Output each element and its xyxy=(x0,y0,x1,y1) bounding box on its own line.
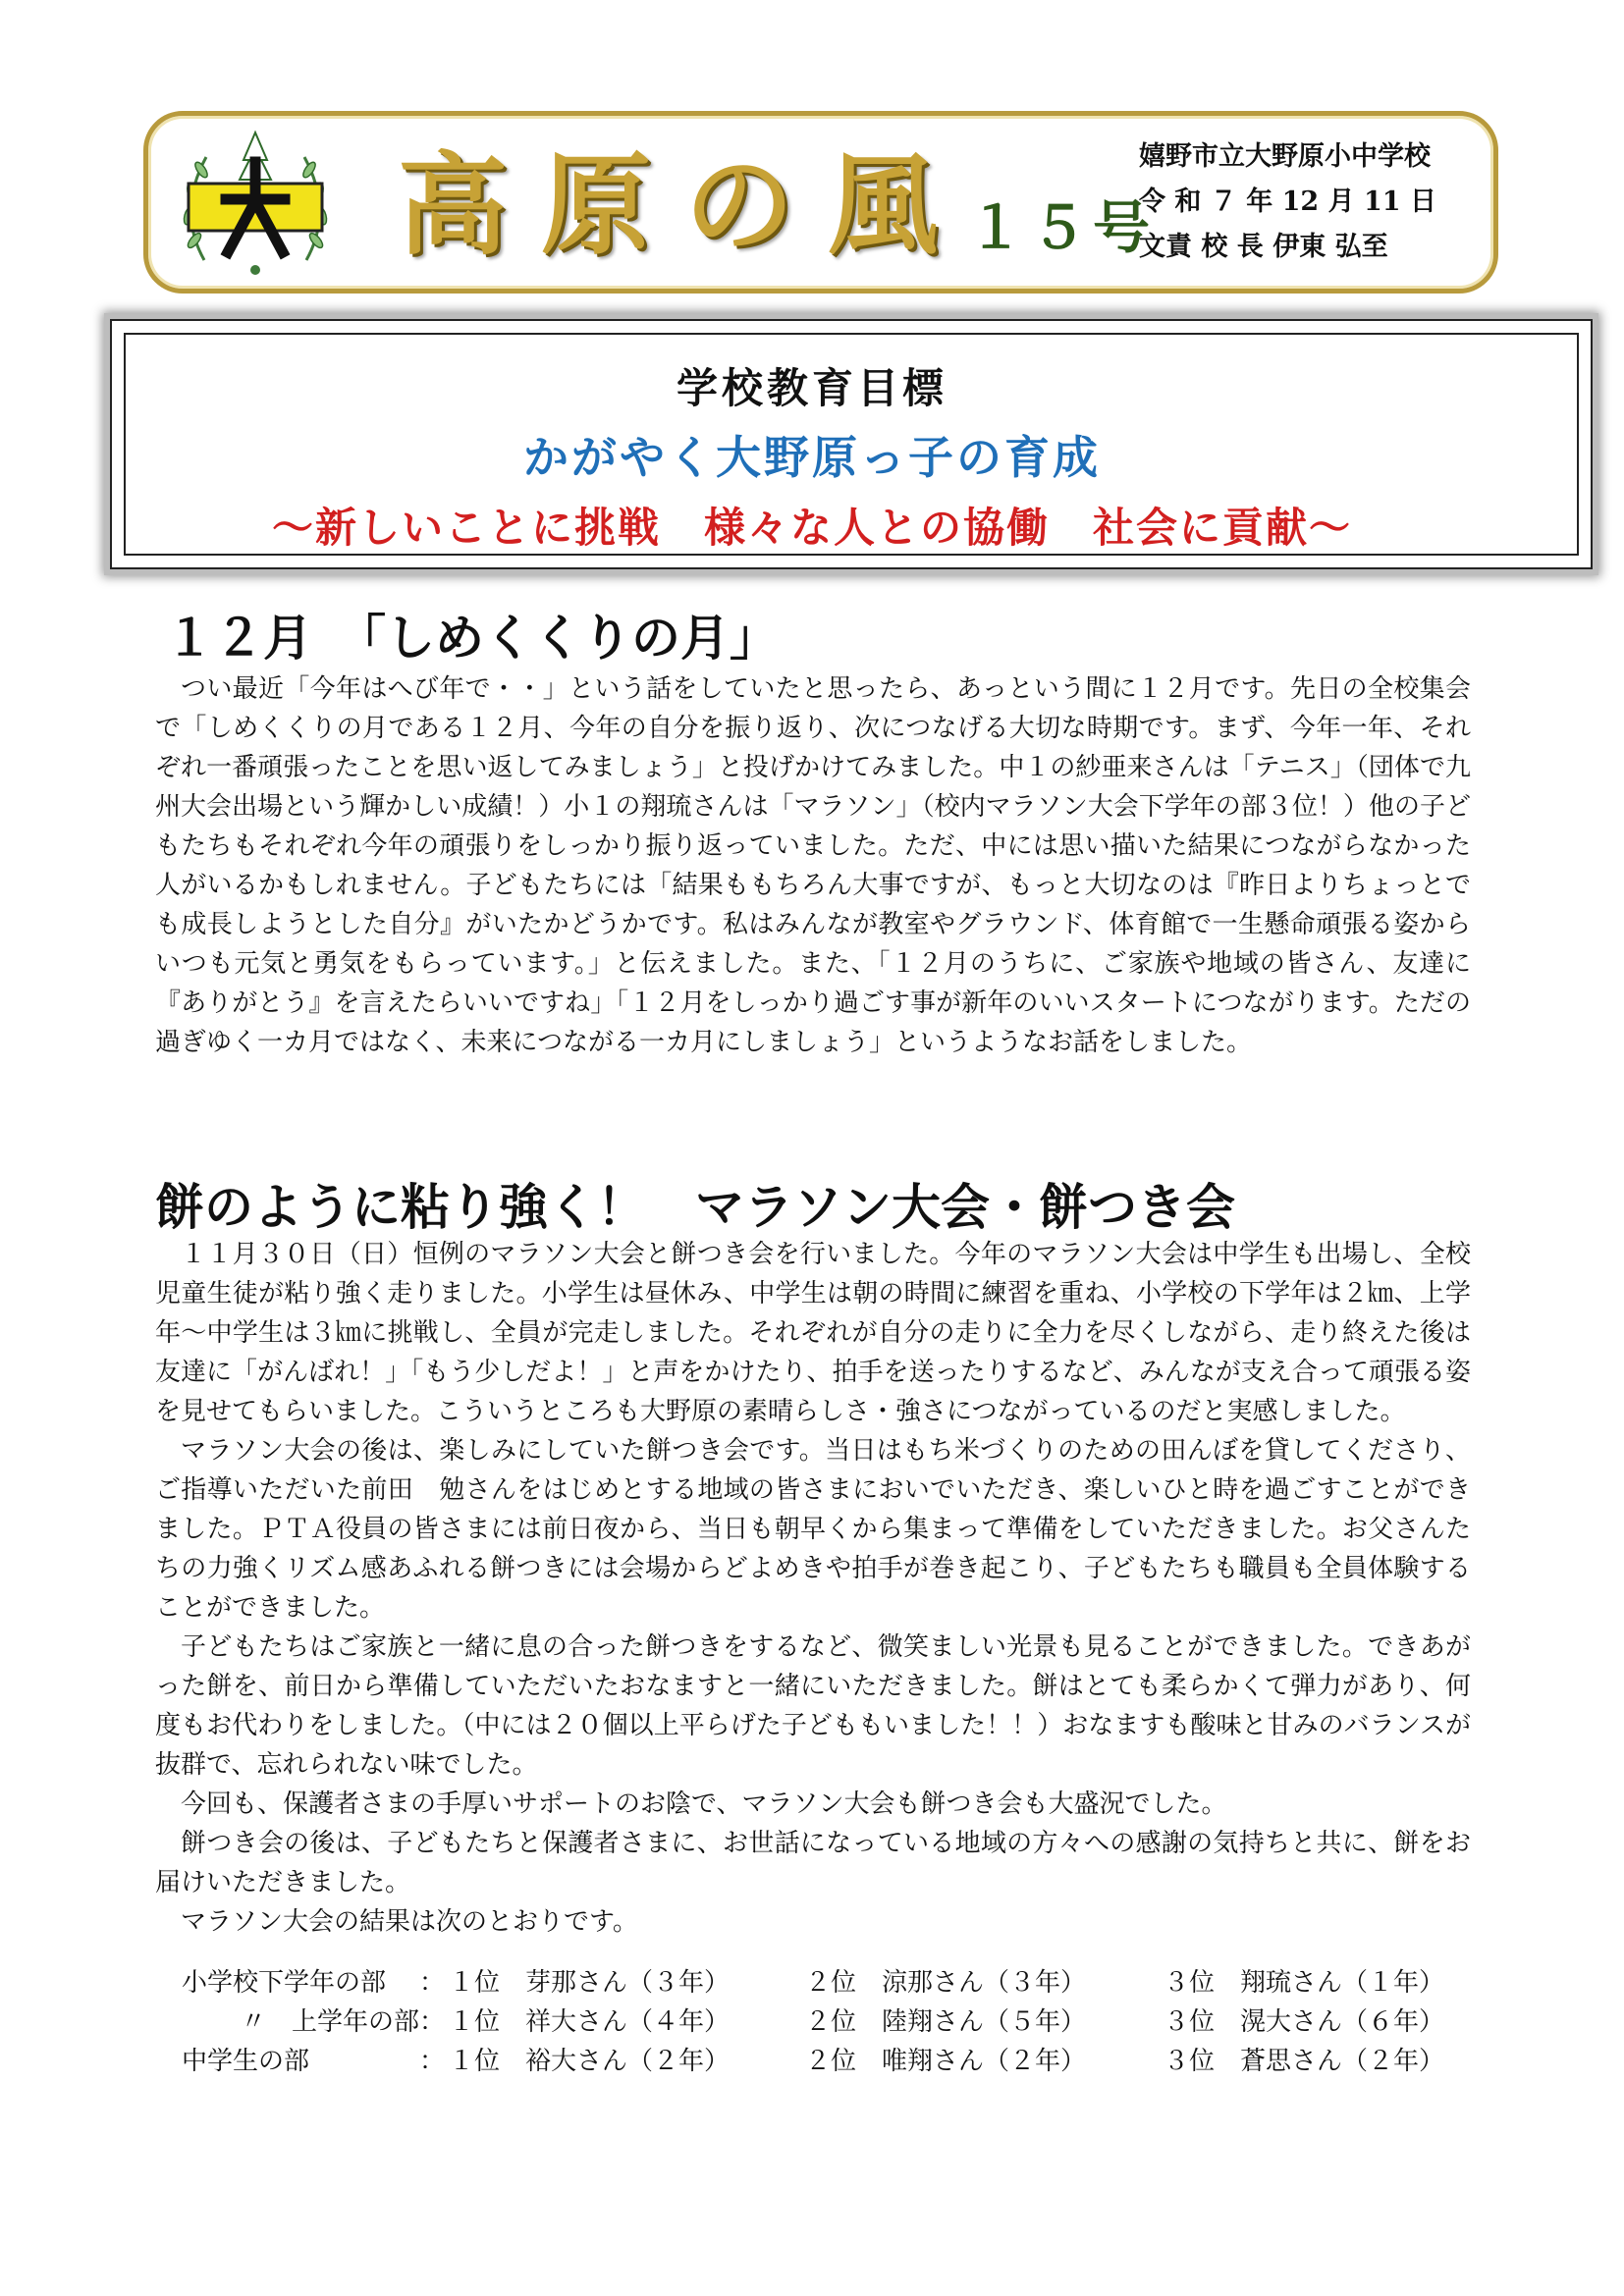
article2-body xyxy=(155,1235,1471,1942)
third-place: ３位 蒼思さん（２年） xyxy=(1164,2047,1445,2076)
newsletter-title: 高原の風 xyxy=(398,141,971,270)
article1-title: １２月 「しめくくりの月」 xyxy=(165,610,779,667)
third-place: ３位 翔琉さん（１年） xyxy=(1164,1968,1445,1998)
article1-body xyxy=(155,669,1471,1062)
paragraph: 今回も、保護者さまの手厚いサポートのお陰で、マラソン大会も餅つき会も大盛況でした。 xyxy=(181,1789,1227,1819)
issue-number: １５号 xyxy=(967,194,1157,261)
colon: ： xyxy=(419,2047,446,2076)
school-logo xyxy=(167,123,344,290)
author: 文責 校 長 伊東 弘至 xyxy=(1139,232,1388,262)
article2-title: 餅のように粘り強く！ マラソン大会・餅つき会 xyxy=(155,1179,1235,1236)
second-place: ２位 涼那さん（３年） xyxy=(805,1968,1087,1998)
division: 中学生の部 xyxy=(182,2047,310,2076)
goals-heading: 学校教育目標 xyxy=(676,364,947,412)
colon: ： xyxy=(419,2007,446,2037)
first-place: １位 祥大さん（４年） xyxy=(449,2007,731,2037)
second-place: ２位 唯翔さん（２年） xyxy=(805,2047,1087,2076)
goals-subtitle: かがやく大野原っ子の育成 xyxy=(523,431,1101,484)
first-place: １位 芽那さん（３年） xyxy=(449,1968,731,1998)
school-name: 嬉野市立大野原小中学校 xyxy=(1139,141,1431,172)
paragraph: マラソン大会の結果は次のとおりです。 xyxy=(181,1907,638,1937)
division: 小学校下学年の部 xyxy=(182,1968,387,1998)
school-info xyxy=(1139,134,1436,270)
issue-date: 令 和 ７ 年 12 月 11 日 xyxy=(1139,187,1436,217)
goals-tagline: ～新しいことに挑戦 様々な人との協働 社会に貢献～ xyxy=(271,504,1352,552)
first-place: １位 裕大さん（２年） xyxy=(449,2047,731,2076)
colon: ： xyxy=(419,1968,446,1998)
paragraph: マラソン大会の後は、楽しみにしていた餅つき会です。当日はもち米づくりのための田んぼを貸してくださり、ご指導いただいた前田 勉さんをはじめとする地域の皆さまにおいでいただき、楽しいひと時を過ごすことができました。ＰＴＡ役員の皆さまには前日夜から、当日も朝早くから集まって準備をしていただきました。お父さんたちの力強くリズム感あふれる餅つきには会場からどよめきや拍手が巻き起こり、子どもたちも職員も全員体験することができました。 xyxy=(155,1436,1471,1623)
paragraph: 子どもたちはご家族と一緒に息の合った餅つきをするなど、微笑ましい光景も見ることができました。できあがった餅を、前日から準備していただいたおなますと一緒にいただきました。餅はとても柔らかくて弾力があり、何度もお代わりをしました。（中には２０個以上平らげた子どももいました！！）おなますも酸味と甘みのバランスが抜群で、忘れられない味でした。 xyxy=(155,1632,1471,1780)
paragraph: つい最近「今年はへび年で・・」という話をしていたと思ったら、あっという間に１２月です。先日の全校集会で「しめくくりの月である１２月、今年の自分を振り返り、次につなげる大切な時期です。まず、今年一年、それぞれ一番頑張ったことを思い返してみましょう」と投げかけてみました。中１の紗亜来さんは「テニス」（団体で九州大会出場という輝かしい成績！）小１の翔琉さんは「マラソン」（校内マラソン大会下学年の部３位！）他の子どもたちもそれぞれ今年の頑張りをしっかり振り返っていました。ただ、中には思い描いた結果につながらなかった人がいるかもしれません。子どもたちには「結果ももちろん大事ですが、もっと大切なのは『昨日よりちょっとでも成長しようとした自分』がいたかどうかです。私はみんなが教室やグラウンド、体育館で一生懸命頑張る姿からいつも元気と勇気をもらっています。」と伝えました。また、「１２月のうちに、ご家族や地域の皆さん、友達に『ありがとう』を言えたらいいですね」「１２月をしっかり過ごす事が新年のいいスタートにつながります。ただの過ぎゆく一カ月ではなく、未来につながる一カ月にしましょう」というようなお話をしました。 xyxy=(155,674,1471,1057)
paragraph: １１月３０日（日）恒例のマラソン大会と餅つき会を行いました。今年のマラソン大会は中学生も出場し、全校児童生徒が粘り強く走りました。小学生は昼休み、中学生は朝の時間に練習を重ね、小学校の下学年は２㎞、上学年～中学生は３㎞に挑戦し、全員が完走しました。それぞれが自分の走りに全力を尽くしながら、走り終えた後は友達に「がんばれ！」「もう少しだよ！」と声をかけたり、拍手を送ったりするなど、みんなが支え合って頑張る姿を見せてもらいました。こういうところも大野原の素晴らしさ・強さにつながっているのだと実感しました。 xyxy=(155,1240,1471,1426)
division: 〃 上学年の部 xyxy=(241,2007,420,2037)
second-place: ２位 陸翔さん（５年） xyxy=(805,2007,1087,2037)
third-place: ３位 滉大さん（６年） xyxy=(1164,2007,1445,2037)
paragraph: 餅つき会の後は、子どもたちと保護者さまに、お世話になっている地域の方々への感謝の気持ちと共に、餅をお届けいただきました。 xyxy=(155,1829,1471,1897)
